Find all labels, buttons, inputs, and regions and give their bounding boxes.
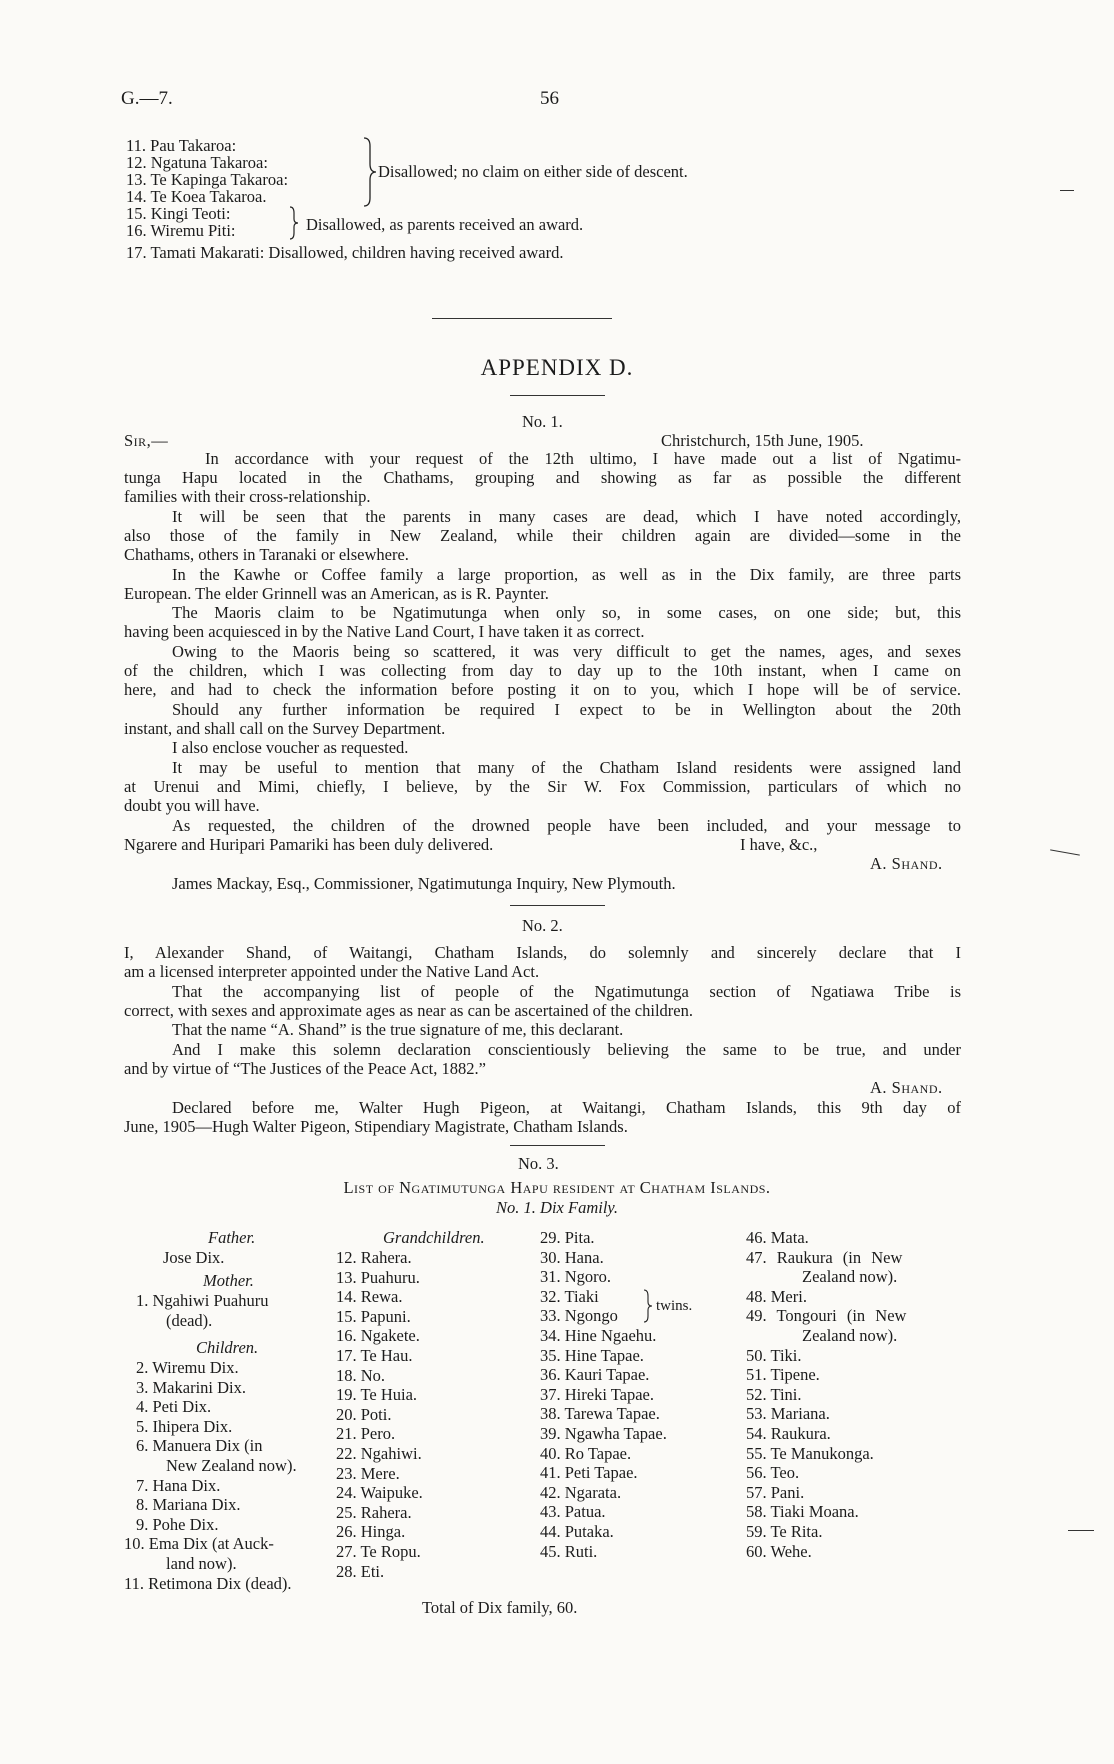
text-line: Should any further information be required I expect to be in Wellington about the 20th	[172, 700, 961, 719]
list-item: 35. Hine Tapae.	[540, 1345, 644, 1365]
margin-mark	[1060, 190, 1074, 191]
list-item: 9. Pohe Dix.	[136, 1514, 219, 1534]
divider	[432, 318, 612, 319]
list-item: 22. Ngahiwi.	[336, 1443, 422, 1463]
list-item: 30. Hana.	[540, 1247, 604, 1267]
brace-icon	[643, 1288, 653, 1324]
divider	[510, 905, 605, 906]
text-line: here, and had to check the information before posting it on to you, which I hope will be of service.	[124, 680, 961, 699]
list-item: 26. Hinga.	[336, 1522, 406, 1542]
list-item: 44. Putaka.	[540, 1521, 614, 1541]
list-item: 59. Te Rita.	[746, 1521, 823, 1541]
list-item: 10. Ema Dix (at Auck-	[124, 1534, 274, 1554]
mother-name: 1. Ngahiwi Puahuru	[136, 1291, 269, 1310]
list-item: 28. Eti.	[336, 1561, 385, 1581]
text-line: also those of the family in New Zealand, while their children again are divided—some in the	[124, 526, 961, 545]
list-item: 47. Raukura (in New	[746, 1247, 903, 1267]
text-line: correct, with sexes and approximate ages as near as can be ascertained of the children.	[124, 1001, 693, 1020]
page-number: 56	[540, 88, 559, 109]
place-date: Christchurch, 15th June, 1905.	[661, 431, 864, 450]
list-item: 58. Tiaki Moana.	[746, 1502, 859, 1522]
list-item: 24. Waipuke.	[336, 1483, 423, 1503]
list-item: 3. Makarini Dix.	[136, 1377, 246, 1397]
list-item: 49. Tongouri (in New	[746, 1306, 907, 1326]
list-item: 45. Ruti.	[540, 1541, 598, 1561]
divider	[510, 1145, 605, 1146]
text-line: tunga Hapu located in the Chathams, grouping and showing as far as possible the different	[124, 468, 961, 487]
list-item: 60. Wehe.	[746, 1541, 812, 1561]
list-item: 54. Raukura.	[746, 1423, 831, 1443]
list-item: 8. Mariana Dix.	[136, 1495, 241, 1515]
claim-line: 15. Kingi Teoti:	[126, 204, 231, 223]
text-line: It may be useful to mention that many of the Chatham Island residents were assigned land	[172, 758, 961, 777]
family-list-col4	[746, 1228, 906, 1561]
letter-number: No. 1.	[522, 412, 563, 431]
list-item: 21. Pero.	[336, 1424, 396, 1444]
list-item: Zealand now).	[802, 1267, 898, 1287]
list-item: 43. Patua.	[540, 1502, 606, 1522]
text-line: doubt you will have.	[124, 796, 260, 815]
list-item: 40. Ro Tapae.	[540, 1443, 632, 1463]
list-item: 5. Ihipera Dix.	[136, 1416, 233, 1436]
list-item: 56. Teo.	[746, 1463, 800, 1483]
list-item: 19. Te Huia.	[336, 1385, 418, 1405]
claim-note: Disallowed, as parents received an award.	[306, 215, 584, 234]
margin-mark	[1050, 849, 1080, 855]
list-item: 41. Peti Tapae.	[540, 1463, 638, 1483]
list-item: 52. Tini.	[746, 1384, 802, 1404]
list-item: land now).	[166, 1553, 237, 1573]
text-line: The Maoris claim to be Ngatimutunga when only so, in some cases, on one side; but, this	[172, 603, 961, 622]
claim-note: Disallowed; no claim on either side of descent.	[378, 162, 688, 181]
list-item: 39. Ngawha Tapae.	[540, 1423, 667, 1443]
claim-line: 12. Ngatuna Takaroa:	[126, 153, 268, 172]
text-line: Owing to the Maoris being so scattered, it was very difficult to get the names, ages, and sexes	[172, 642, 961, 661]
text-line: In the Kawhe or Coffee family a large proportion, as well as in the Dix family, are three parts	[172, 565, 961, 584]
brace-icon	[362, 136, 378, 208]
list-item: 17. Te Hau.	[336, 1345, 413, 1365]
list-item: 48. Meri.	[746, 1286, 807, 1306]
text-line: I also enclose voucher as requested.	[172, 738, 409, 757]
list-item: 57. Pani.	[746, 1482, 805, 1502]
text-line: I, Alexander Shand, of Waitangi, Chatham Islands, do solemnly and sincerely declare that I	[124, 943, 961, 962]
family-list-col3	[540, 1228, 667, 1561]
letter-number: No. 2.	[522, 916, 563, 935]
grandchildren-list	[336, 1248, 423, 1581]
claim-line: 13. Te Kapinga Takaroa:	[126, 170, 289, 189]
declared-line: Declared before me, Walter Hugh Pigeon, at Waitangi, Chatham Islands, this 9th day of	[172, 1098, 961, 1117]
list-item: 18. No.	[336, 1365, 386, 1385]
twins-note: twins.	[656, 1298, 693, 1314]
brace-icon	[288, 205, 300, 241]
text-line: In accordance with your request of the 12th ultimo, I have made out a list of Ngatimu-	[205, 449, 961, 468]
closing: I have, &c.,	[740, 835, 818, 854]
text-line: It will be seen that the parents in many cases are dead, which I have noted accordingly,	[172, 507, 961, 526]
mother-label: Mother.	[203, 1271, 254, 1290]
appendix-title: APPENDIX D.	[480, 355, 634, 380]
list-item: 7. Hana Dix.	[136, 1475, 221, 1495]
list-item: 13. Puahuru.	[336, 1267, 420, 1287]
text-line: instant, and shall call on the Survey Department.	[124, 719, 446, 738]
list-item: 25. Rahera.	[336, 1502, 412, 1522]
list-item: 55. Te Manukonga.	[746, 1443, 874, 1463]
text-line: at Urenui and Mimi, chiefly, I believe, by the Sir W. Fox Commission, particulars of which no	[124, 777, 961, 796]
list-item: Zealand now).	[802, 1325, 898, 1345]
list-item: New Zealand now).	[166, 1455, 297, 1475]
salutation: Sir,—	[124, 431, 169, 450]
list-item: 2. Wiremu Dix.	[136, 1358, 239, 1377]
list-subtitle: No. 1. Dix Family.	[496, 1198, 618, 1217]
list-item: 51. Tipene.	[746, 1365, 820, 1385]
text-line: having been acquiesced in by the Native Land Court, I have taken it as correct.	[124, 622, 645, 641]
declared-line: June, 1905—Hugh Walter Pigeon, Stipendiary Magistrate, Chatham Islands.	[124, 1117, 628, 1136]
divider	[510, 395, 605, 396]
list-item: 27. Te Ropu.	[336, 1541, 421, 1561]
text-line: As requested, the children of the drowned people have been included, and your message to	[172, 816, 961, 835]
list-item: 6. Manuera Dix (in	[136, 1436, 263, 1456]
list-item: 33. Ngongo	[540, 1306, 618, 1326]
claim-line: 14. Te Koea Takaroa.	[126, 187, 267, 206]
list-item: 38. Tarewa Tapae.	[540, 1404, 660, 1424]
signature: A. Shand.	[870, 854, 943, 873]
text-line: am a licensed interpreter appointed under the Native Land Act.	[124, 962, 540, 981]
list-item: 16. Ngakete.	[336, 1326, 420, 1346]
text-line: And I make this solemn declaration conscientiously believing the same to be true, and under	[172, 1040, 961, 1059]
list-item: 12. Rahera.	[336, 1248, 412, 1267]
list-item: 4. Peti Dix.	[136, 1397, 212, 1417]
list-item: 23. Mere.	[336, 1463, 400, 1483]
claim-line: 11. Pau Takaroa:	[126, 136, 237, 155]
list-item: 36. Kauri Tapae.	[540, 1365, 650, 1385]
list-item: 50. Tiki.	[746, 1345, 802, 1365]
text-line: Chathams, others in Taranaki or elsewhere.	[124, 545, 409, 564]
list-item: 46. Mata.	[746, 1228, 809, 1247]
claim-line: 17. Tamati Makarati: Disallowed, children having received award.	[126, 243, 564, 262]
grandchildren-label: Grandchildren.	[383, 1228, 485, 1247]
father-label: Father.	[208, 1228, 256, 1247]
text-line: That the accompanying list of people of the Ngatimutunga section of Ngatiawa Tribe is	[172, 982, 961, 1001]
text-line: of the children, which I was collecting from day to day up to the 10th instant, when I came on	[124, 661, 961, 680]
list-item: 53. Mariana.	[746, 1404, 830, 1424]
list-item: 42. Ngarata.	[540, 1482, 622, 1502]
text-line: That the name “A. Shand” is the true signature of me, this declarant.	[172, 1020, 624, 1039]
list-item: 20. Poti.	[336, 1404, 392, 1424]
text-line: Ngarere and Huripari Pamariki has been duly delivered.	[124, 835, 494, 854]
list-item: 29. Pita.	[540, 1228, 595, 1247]
addressee: James Mackay, Esq., Commissioner, Ngatimutunga Inquiry, New Plymouth.	[172, 874, 676, 893]
list-item: 32. Tiaki	[540, 1286, 599, 1306]
children-list	[124, 1358, 297, 1593]
text-line: and by virtue of “The Justices of the Peace Act, 1882.”	[124, 1059, 486, 1078]
family-total: Total of Dix family, 60.	[422, 1598, 578, 1617]
list-item: 11. Retimona Dix (dead).	[124, 1573, 292, 1593]
text-line: families with their cross-relationship.	[124, 487, 371, 506]
list-item: 14. Rewa.	[336, 1287, 403, 1307]
list-item: 34. Hine Ngaehu.	[540, 1325, 657, 1345]
signature: A. Shand.	[870, 1078, 943, 1097]
margin-mark	[1068, 1530, 1094, 1531]
list-item: 37. Hireki Tapae.	[540, 1384, 655, 1404]
children-label: Children.	[196, 1338, 259, 1357]
mother-status: (dead).	[166, 1311, 213, 1330]
list-item: 31. Ngoro.	[540, 1267, 612, 1287]
list-title: List of Ngatimutunga Hapu resident at Chatham Islands.	[343, 1178, 771, 1197]
text-line: European. The elder Grinnell was an American, as is R. Paynter.	[124, 584, 549, 603]
list-item: 15. Papuni.	[336, 1306, 411, 1326]
page-ref: G.—7.	[121, 88, 173, 109]
claim-line: 16. Wiremu Piti:	[126, 221, 236, 240]
father-name: Jose Dix.	[163, 1248, 225, 1267]
list-number: No. 3.	[518, 1154, 559, 1173]
